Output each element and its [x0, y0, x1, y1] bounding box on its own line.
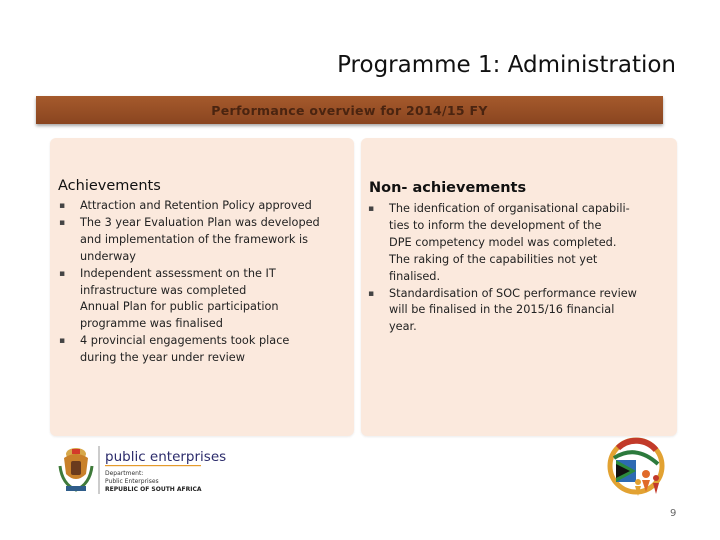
performance-banner	[36, 96, 663, 124]
list-item: ▪ Independent assessment on the IT infrastructure was completed Annual Plan for public participation programme was finalised	[59, 266, 279, 331]
achievements-panel	[50, 138, 354, 436]
list-item: ▪ Attraction and Retention Policy approved	[58, 198, 354, 215]
anniversary-emblem-icon	[600, 434, 672, 500]
non-achievements-panel	[361, 138, 677, 436]
achievements-list	[58, 198, 354, 367]
logo-line1: Department:	[105, 470, 144, 477]
coat-of-arms-icon	[60, 448, 92, 491]
bullet-icon: ▪	[59, 336, 66, 347]
logo-name: public enterprises	[105, 449, 227, 465]
public-enterprises-logo	[58, 444, 248, 496]
achievements-heading: Achievements	[58, 178, 161, 194]
non-achievements-list	[367, 201, 677, 336]
list-item: ▪ The 3 year Evaluation Plan was developed and implementation of the framework is underway	[59, 215, 320, 263]
slide-title: Programme 1: Administration	[337, 52, 676, 78]
banner-text: Performance overview for 2014/15 FY	[211, 102, 488, 118]
bullet-icon: ▪	[59, 217, 66, 228]
bullet-icon: ▪	[368, 288, 375, 299]
bullet-icon: ▪	[59, 201, 66, 211]
page-number: 9	[670, 508, 677, 519]
bullet-icon: ▪	[368, 204, 375, 214]
logo-line2: Public Enterprises	[105, 478, 159, 485]
logo-line3: REPUBLIC OF SOUTH AFRICA	[105, 486, 202, 493]
list-item: ▪ The idenfication of organisational capabili- ties to inform the development of the DPE competency model was completed. The raking of the capabilities not yet finalised.	[368, 202, 630, 283]
bullet-icon: ▪	[59, 268, 66, 279]
list-item: ▪ 4 provincial engagements took place during the year under review	[59, 334, 290, 365]
non-achievements-heading: Non- achievements	[369, 180, 527, 196]
list-item: ▪ Standardisation of SOC performance review will be finalised in the 2015/16 financial year.	[368, 286, 637, 334]
